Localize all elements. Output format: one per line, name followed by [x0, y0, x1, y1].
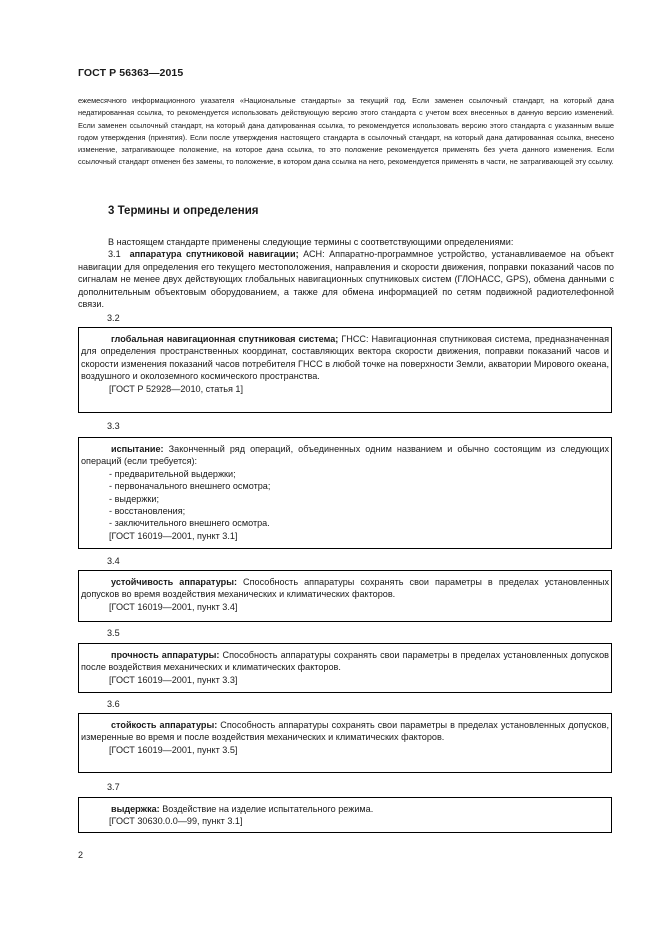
term-definition-3-2 — [81, 333, 609, 383]
term-name: прочность аппаратуры: — [111, 650, 220, 660]
term-text: Законченный ряд операций, объединенных одним названием и обычно состоящим из следующих операций (если требуется): — [81, 444, 609, 467]
intro-text: ежемесячного информационного указателя «Национальные стандарты» за текущий год. Если заменен ссылочный стандарт, на который дана недатированная ссылка, то рекомендуется использовать действующую версию этого стандарта с учетом всех внесенных в данную версию изменений. Если заменен ссылочный стандарт, на который дана датированная ссылка, то рекомендуется использовать версию этого стандарта с указанным выше годом утверждения (принятия). Если после утверждения настоящего стандарта в ссылочный стандарт, на который дана датированная ссылка, внесено изменение, затрагивающее положение, на которое дана ссылка, то это положение рекомендуется применять без учета данного изменения. Если ссылочный стандарт отменен без замены, то положение, в котором дана ссылка на него, рекомендуется применять в части, не затрагивающей эту ссылку. — [78, 96, 614, 167]
term-name: глобальная навигационная спутниковая система; — [111, 334, 339, 344]
term-reference: [ГОСТ 30630.0.0—99, пункт 3.1] — [109, 816, 243, 827]
term-name: испытание: — [111, 444, 164, 454]
term-text: Воздействие на изделие испытательного режима. — [159, 804, 374, 814]
term-number-3-7: 3.7 — [107, 782, 120, 792]
term-definition-3-3 — [81, 443, 609, 468]
term-number-3-2: 3.2 — [107, 313, 120, 323]
term-box-3-3 — [78, 437, 612, 549]
term-definition-3-4 — [81, 576, 609, 601]
term-3-1 — [78, 248, 614, 310]
section-title: 3 Термины и определения — [108, 205, 259, 217]
term-number-3-6: 3.6 — [107, 699, 120, 709]
term-name: устойчивость аппаратуры: — [111, 577, 237, 587]
term-definition-3-5 — [81, 649, 609, 674]
term-reference: [ГОСТ 16019—2001, пункт 3.4] — [109, 601, 238, 612]
term-reference: [ГОСТ Р 52928—2010, статья 1] — [109, 383, 244, 394]
term-box-3-4 — [78, 570, 612, 622]
term-text: ГНСС: Навигационная спутниковая система, предназначенная для определения пространственных координат, составляющих вектора скорости движения, поправки показаний часов и скорости изменения показаний часов потребителя ГНСС в любой точке на поверхности Земли, акватории Мирового океана, воздушного и околоземного космического пространства. — [81, 334, 609, 382]
term-number-3-3: 3.3 — [107, 421, 120, 431]
term-number-3-5: 3.5 — [107, 628, 120, 638]
term-text: Способность аппаратуры сохранять свои параметры в пределах установленных допусков после воздействия механических и климатических факторов. — [81, 650, 609, 673]
term-definition: АСН: Аппаратно-программное устройство, устанавливаемое на объект навигации для определения его текущего местоположения, направления и скорости движения, поправки показаний часов по сигналам не менее двух действующих глобальных навигационных спутниковых систем (ГЛОНАСС, GPS), обмена данными с дополнительным объектовым оборудованием, а также для обмена информацией по сетям подвижной радиотелефонной связи. — [78, 249, 614, 310]
lead-paragraph: В настоящем стандарте применены следующие термины с соответствующими определениями: — [108, 237, 514, 247]
term-text: Способность аппаратуры сохранять свои параметры в пределах установленных допусков во время воздействия механических и климатических факторов. — [81, 577, 610, 600]
term-name: выдержка: — [111, 804, 160, 814]
list-item: - выдержки; — [109, 493, 609, 505]
term-definition-3-7 — [81, 803, 609, 815]
term-number-3-4: 3.4 — [107, 556, 120, 566]
operations-list — [81, 468, 609, 530]
term-number: 3.1 — [108, 249, 121, 260]
term-text: Способность аппаратуры сохранять свои параметры в пределах установленных допусков, измеренные во время и после воздействия механических и климатических факторов. — [81, 720, 610, 743]
term-box-3-6 — [78, 713, 612, 773]
list-item: - восстановления; — [109, 505, 609, 517]
term-definition-3-6 — [81, 719, 609, 744]
section-body — [78, 236, 614, 310]
document-header: ГОСТ Р 56363—2015 — [78, 67, 184, 79]
term-reference: [ГОСТ 16019—2001, пункт 3.1] — [109, 530, 238, 541]
intro-paragraph — [78, 95, 614, 169]
term-box-3-5 — [78, 643, 612, 693]
term-name: аппаратура спутниковой навигации; — [129, 249, 299, 260]
list-item: - предварительной выдержки; — [109, 468, 609, 480]
term-name: стойкость аппаратуры: — [111, 720, 218, 730]
term-box-3-2 — [78, 327, 612, 413]
page-number: 2 — [78, 850, 84, 860]
term-box-3-7 — [78, 797, 612, 833]
list-item: - заключительного внешнего осмотра. — [109, 517, 609, 529]
term-reference: [ГОСТ 16019—2001, пункт 3.5] — [109, 744, 238, 755]
term-reference: [ГОСТ 16019—2001, пункт 3.3] — [109, 674, 238, 685]
list-item: - первоначального внешнего осмотра; — [109, 480, 609, 492]
